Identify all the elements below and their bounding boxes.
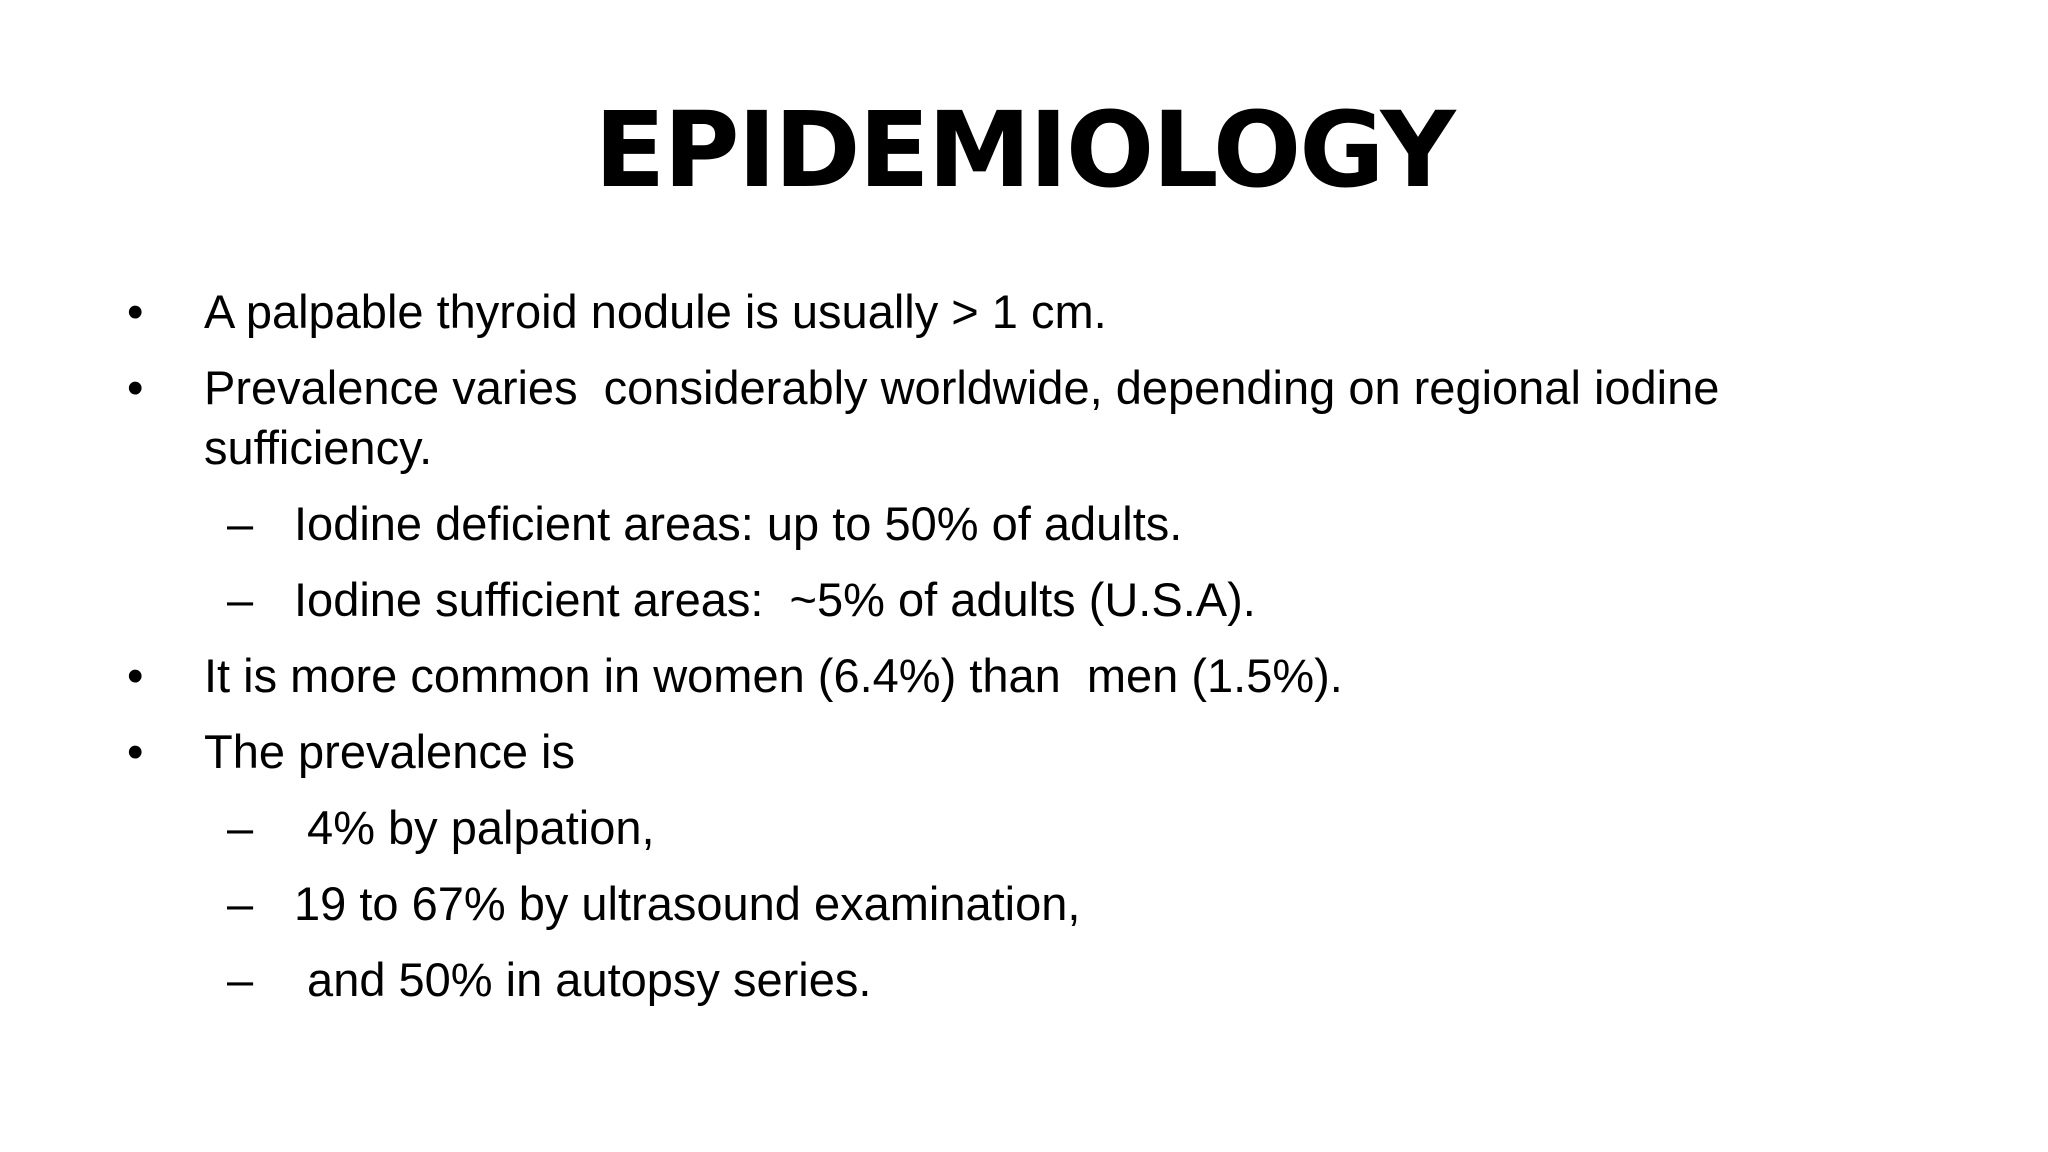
sub-bullet-text: and 50% in autopsy series. xyxy=(294,953,872,1006)
sub-bullet-marker: – xyxy=(227,801,254,854)
bullet-text: Prevalence varies considerably worldwide, depending on regional iodine xyxy=(204,361,1720,414)
sub-bullet-marker: – xyxy=(227,573,254,626)
bullet-marker: • xyxy=(127,361,144,414)
sub-bullet-marker: – xyxy=(227,953,254,1006)
sub-bullet-marker: – xyxy=(227,497,254,550)
bullet-marker: • xyxy=(127,725,144,778)
bullet-text: A palpable thyroid nodule is usually > 1 cm. xyxy=(204,285,1107,338)
bullet-text: It is more common in women (6.4%) than men (1.5%). xyxy=(204,649,1343,702)
bullet-text: sufficiency. xyxy=(204,421,433,474)
bullet-text: The prevalence is xyxy=(204,725,575,778)
sub-bullet-text: Iodine deficient areas: up to 50% of adults. xyxy=(294,497,1183,550)
slide-title: EPIDEMIOLOGY xyxy=(594,89,1454,211)
sub-bullet-text: 19 to 67% by ultrasound examination, xyxy=(294,877,1081,930)
bullet-marker: • xyxy=(127,649,144,702)
sub-bullet-text: Iodine sufficient areas: ~5% of adults (U.S.A). xyxy=(294,573,1256,626)
sub-bullet-marker: – xyxy=(227,877,254,930)
bullet-marker: • xyxy=(127,285,144,338)
sub-bullet-text: 4% by palpation, xyxy=(294,801,655,854)
